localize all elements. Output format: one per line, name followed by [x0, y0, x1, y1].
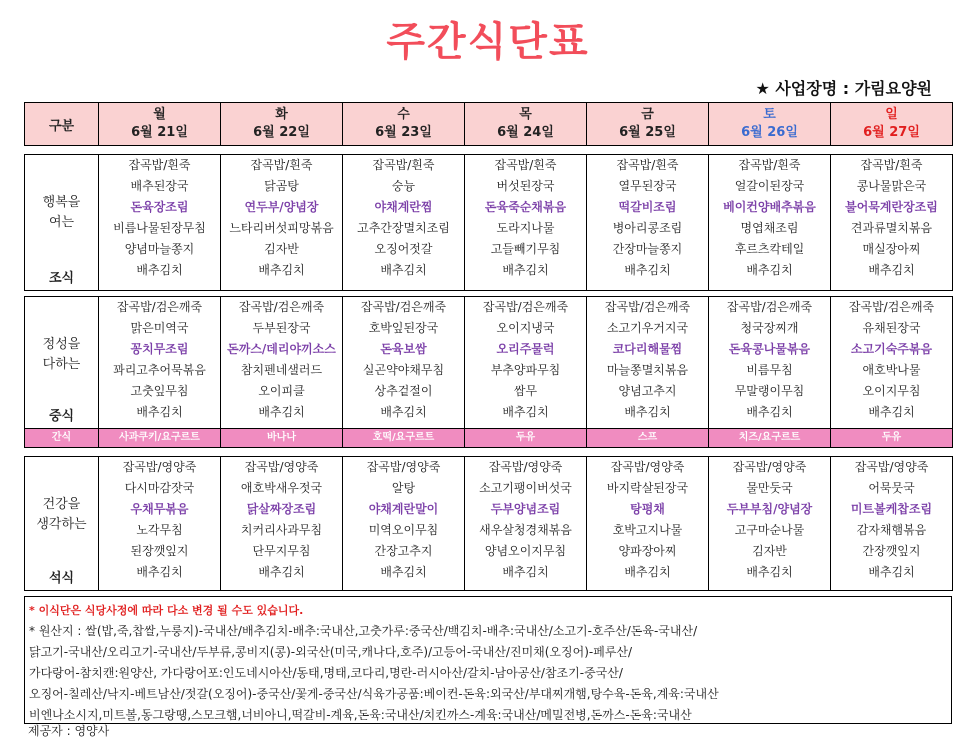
lunch-day-cell [831, 297, 953, 429]
snack-cell: 호떡/요구르트 [343, 429, 465, 448]
day-date: 6월 25일 [619, 125, 676, 140]
lunch-menu-item: 비름무침 [746, 363, 793, 377]
breakfast-menu-item: 김자반 [264, 242, 299, 256]
breakfast-day-cell [709, 155, 831, 291]
dinner-menu-item: 양파장아찌 [618, 544, 677, 558]
lunch-menu-item: 두부된장국 [252, 321, 311, 335]
day-name: 월 [153, 107, 166, 122]
lunch-day-cell [343, 297, 465, 429]
breakfast-menu-item: 명엽채조림 [740, 221, 799, 235]
day-header [587, 103, 709, 146]
dinner-menu-item: 어묵뭇국 [868, 481, 915, 495]
breakfast-menu-item: 오징어젓갈 [374, 242, 433, 256]
breakfast-day-cell [831, 155, 953, 291]
breakfast-menu-item: 잡곡밥/흰죽 [494, 158, 557, 172]
day-header [221, 103, 343, 146]
dinner-day-cell [831, 457, 953, 591]
meal-label-line: 생각하는 [36, 517, 87, 532]
day-date: 6월 22일 [253, 125, 310, 140]
dinner-menu-item: 양념오이지무침 [484, 544, 567, 558]
dinner-menu-item: 바지락살된장국 [606, 481, 689, 495]
breakfast-menu-item: 견과류멸치볶음 [850, 221, 933, 235]
dinner-menu-item: 소고기팽이버섯국 [479, 481, 572, 495]
breakfast-menu-item: 매실장아찌 [862, 242, 921, 256]
dinner-menu-item: 배추김치 [502, 565, 549, 579]
day-name: 수 [397, 107, 410, 122]
dinner-day-cell [709, 457, 831, 591]
breakfast-menu-item: 잡곡밥/흰죽 [250, 158, 313, 172]
dinner-menu-item: 고구마순나물 [734, 523, 805, 537]
breakfast-menu-item: 잡곡밥/흰죽 [860, 158, 923, 172]
breakfast-menu-item: 배추김치 [746, 263, 793, 277]
day-name: 일 [885, 107, 898, 122]
footer-provider: 제공자 : 영양사 [28, 724, 110, 738]
meal-label-line: 여는 [48, 215, 75, 230]
meal-label-line: 행복을 [42, 195, 81, 210]
breakfast-menu-item: 잡곡밥/흰죽 [128, 158, 191, 172]
breakfast-menu-item: 배추김치 [624, 263, 671, 277]
breakfast-menu-item: 연두부/양념장 [244, 200, 319, 214]
snack-cell: 두유 [831, 429, 953, 448]
lunch-menu-item: 애호박나물 [862, 363, 921, 377]
snack-cell: 스프 [587, 429, 709, 448]
breakfast-menu-item: 도라지나물 [496, 221, 555, 235]
dinner-table [24, 456, 953, 591]
lunch-menu-item: 마늘쫑멸치볶음 [606, 363, 689, 377]
lunch-table [24, 296, 953, 448]
breakfast-menu-item: 배추김치 [136, 263, 183, 277]
dinner-menu-item: 간장고추지 [374, 544, 433, 558]
lunch-menu-item: 상추겉절이 [374, 384, 433, 398]
meal-label-line: 정성을 [42, 337, 81, 352]
breakfast-label-top [25, 193, 98, 233]
dinner-label-top [25, 495, 98, 535]
dinner-menu-item: 치커리사과무침 [240, 523, 323, 537]
snack-cell: 치즈/요구르트 [709, 429, 831, 448]
breakfast-menu-item: 잡곡밥/흰죽 [616, 158, 679, 172]
dinner-day-cell [99, 457, 221, 591]
dinner-menu-item: 노각무침 [136, 523, 183, 537]
notes-box [24, 596, 952, 724]
lunch-menu-item: 잡곡밥/검은깨죽 [848, 300, 935, 314]
day-date: 6월 23일 [375, 125, 432, 140]
lunch-menu-item: 배추김치 [136, 405, 183, 419]
lunch-label-bottom: 중식 [48, 409, 75, 424]
dinner-menu-item: 두부양념조림 [490, 502, 561, 516]
lunch-menu-item: 오이지무침 [862, 384, 921, 398]
breakfast-menu-item: 비름나물된장무침 [113, 221, 206, 235]
day-header [343, 103, 465, 146]
breakfast-menu-item: 고들빼기무침 [490, 242, 561, 256]
dinner-menu-item: 알탕 [391, 481, 416, 495]
breakfast-menu-item: 불어묵계란장조림 [845, 200, 938, 214]
day-header [831, 103, 953, 146]
day-name: 금 [641, 107, 654, 122]
dinner-menu-item: 탕평채 [630, 502, 665, 516]
breakfast-menu-item: 버섯된장국 [496, 179, 555, 193]
day-date: 6월 27일 [863, 125, 920, 140]
dinner-label-bottom: 석식 [48, 571, 75, 586]
day-date: 6월 24일 [497, 125, 554, 140]
lunch-menu-item: 잡곡밥/검은깨죽 [360, 300, 447, 314]
dinner-menu-item: 미트볼케찹조림 [850, 502, 933, 516]
dinner-menu-item: 단무지무침 [252, 544, 311, 558]
lunch-menu-item: 참치펜네샐러드 [240, 363, 323, 377]
lunch-menu-item: 배추김치 [746, 405, 793, 419]
dinner-menu-item: 잡곡밥/영양죽 [854, 460, 929, 474]
dinner-day-cell [343, 457, 465, 591]
lunch-menu-item: 돈까스/데리야끼소스 [227, 342, 336, 356]
lunch-menu-item: 무말랭이무침 [734, 384, 805, 398]
lunch-menu-item: 돈육콩나물볶음 [728, 342, 811, 356]
breakfast-menu-item: 떡갈비조림 [618, 200, 677, 214]
breakfast-menu-item: 배추된장국 [130, 179, 189, 193]
lunch-menu-item: 오이피클 [258, 384, 305, 398]
lunch-menu-item: 유채된장국 [862, 321, 921, 335]
breakfast-menu-item: 배추김치 [380, 263, 427, 277]
breakfast-menu-item: 배추김치 [868, 263, 915, 277]
dinner-menu-item: 배추김치 [624, 565, 671, 579]
dinner-menu-item: 닭살짜장조림 [246, 502, 317, 516]
dinner-menu-item: 배추김치 [746, 565, 793, 579]
dinner-menu-item: 애호박새우젓국 [240, 481, 323, 495]
day-name: 화 [275, 107, 288, 122]
company-name: ★ 사업장명 : 가림요양원 [755, 79, 932, 98]
breakfast-label-bottom: 조식 [48, 271, 75, 286]
lunch-day-cell [587, 297, 709, 429]
lunch-label [25, 297, 99, 429]
lunch-menu-item: 고춧잎무침 [130, 384, 189, 398]
lunch-menu-item: 소고기숙주볶음 [850, 342, 933, 356]
category-header: 구분 [25, 103, 99, 146]
dinner-menu-item: 두부부침/양념장 [726, 502, 813, 516]
lunch-menu-item: 맑은미역국 [130, 321, 189, 335]
meal-label-line: 다하는 [42, 357, 81, 372]
day-name: 토 [763, 107, 776, 122]
lunch-menu-item: 소고기우거지국 [606, 321, 689, 335]
breakfast-menu-item: 닭곰탕 [264, 179, 299, 193]
dinner-menu-item: 호박고지나물 [612, 523, 683, 537]
dinner-menu-item: 새우살청경채볶음 [479, 523, 572, 537]
breakfast-day-cell [465, 155, 587, 291]
breakfast-menu-item: 베이컨양배추볶음 [723, 200, 816, 214]
notes-line: * 원산지 : 쌀(밥,죽,찹쌀,누룽지)-국내산/배추김치-배추:국내산,고춧가루:중국산/백김치-배추:국내산/소고기-호주산/돈육-국내산/ [29, 624, 698, 638]
lunch-menu-item: 코다리해물찜 [612, 342, 683, 356]
day-header [465, 103, 587, 146]
breakfast-menu-item: 후르츠칵테일 [734, 242, 805, 256]
dinner-menu-item: 간장깻잎지 [862, 544, 921, 558]
breakfast-menu-item: 고추간장멸치조림 [357, 221, 450, 235]
breakfast-menu-item: 콩나물맑은국 [856, 179, 927, 193]
lunch-menu-item: 호박잎된장국 [368, 321, 439, 335]
lunch-menu-item: 돈육보쌈 [380, 342, 427, 356]
header-table [24, 102, 953, 146]
breakfast-menu-item: 양념마늘쫑지 [124, 242, 195, 256]
lunch-menu-item: 잡곡밥/검은깨죽 [116, 300, 203, 314]
dinner-menu-item: 미역오이무침 [368, 523, 439, 537]
breakfast-table [24, 154, 953, 291]
breakfast-menu-item: 배추김치 [502, 263, 549, 277]
breakfast-menu-item: 야채계란찜 [374, 200, 433, 214]
breakfast-day-cell [343, 155, 465, 291]
breakfast-menu-item: 열무된장국 [618, 179, 677, 193]
lunch-menu-item: 잡곡밥/검은깨죽 [238, 300, 325, 314]
lunch-label-top [25, 335, 98, 375]
dinner-menu-item: 배추김치 [136, 565, 183, 579]
snack-label: 간식 [25, 429, 99, 448]
dinner-label [25, 457, 99, 591]
lunch-menu-item: 잡곡밥/검은깨죽 [726, 300, 813, 314]
breakfast-menu-item: 돈육장조림 [130, 200, 189, 214]
lunch-menu-item: 배추김치 [624, 405, 671, 419]
dinner-menu-item: 우채무볶음 [130, 502, 189, 516]
lunch-menu-item: 잡곡밥/검은깨죽 [604, 300, 691, 314]
breakfast-menu-item: 잡곡밥/흰죽 [372, 158, 435, 172]
lunch-menu-item: 부추양파무침 [490, 363, 561, 377]
breakfast-day-cell [587, 155, 709, 291]
dinner-menu-item: 배추김치 [380, 565, 427, 579]
dinner-menu-item: 잡곡밥/영양죽 [122, 460, 197, 474]
lunch-menu-item: 오리주물럭 [496, 342, 555, 356]
snack-cell: 두유 [465, 429, 587, 448]
lunch-menu-item: 쌈무 [513, 384, 538, 398]
dinner-day-cell [221, 457, 343, 591]
dinner-menu-item: 된장깻잎지 [130, 544, 189, 558]
breakfast-menu-item: 간장마늘쫑지 [612, 242, 683, 256]
dinner-menu-item: 잡곡밥/영양죽 [366, 460, 441, 474]
notes-line: 가다랑어-참치캔:원양산, 가다랑어포:인도네시아산/동태,명태,코다리,명란-러시아산/갈치-남아공산/참조기-중국산/ [29, 666, 623, 680]
dinner-menu-item: 물만둣국 [746, 481, 793, 495]
dinner-menu-item: 야채계란말이 [368, 502, 439, 516]
lunch-day-cell [465, 297, 587, 429]
notes-line: 오징어-칠레산/낙지-베트남산/젓갈(오징어)-중국산/꽃게-중국산/식육가공품:베이컨-돈육:외국산/부대찌개햄,탕수육-돈육,계육:국내산 [29, 687, 719, 701]
lunch-day-cell [221, 297, 343, 429]
day-date: 6월 21일 [131, 125, 188, 140]
lunch-menu-item: 배추김치 [258, 405, 305, 419]
dinner-menu-item: 배추김치 [868, 565, 915, 579]
snack-cell: 바나나 [221, 429, 343, 448]
dinner-menu-item: 잡곡밥/영양죽 [488, 460, 563, 474]
dinner-day-cell [587, 457, 709, 591]
lunch-menu-item: 실곤약야채무침 [362, 363, 445, 377]
day-name: 목 [519, 107, 532, 122]
lunch-day-cell [99, 297, 221, 429]
page-title: 주간식단표 [386, 19, 590, 65]
notes-line: 닭고기-국내산/오리고기-국내산/두부류,콩비지(콩)-외국산(미국,캐나다,호주)/고등어-국내산/진미채(오징어)-페루산/ [29, 645, 633, 659]
lunch-menu-item: 청국장찌개 [740, 321, 799, 335]
notes-line: 비엔나소시지,미트볼,동그랑땡,스모크햄,너비아니,떡갈비-계육,돈육:국내산/치킨까스-계육:국내산/메밀전병,돈까스-돈육:국내산 [29, 708, 692, 722]
dinner-menu-item: 다시마감잣국 [124, 481, 195, 495]
lunch-menu-item: 배추김치 [380, 405, 427, 419]
breakfast-menu-item: 숭늉 [391, 179, 416, 193]
lunch-menu-item: 잡곡밥/검은깨죽 [482, 300, 569, 314]
breakfast-day-cell [99, 155, 221, 291]
lunch-menu-item: 꽈리고추어묵볶음 [113, 363, 206, 377]
breakfast-day-cell [221, 155, 343, 291]
lunch-menu-item: 배추김치 [502, 405, 549, 419]
dinner-menu-item: 김자반 [752, 544, 787, 558]
breakfast-menu-item: 병아리콩조림 [612, 221, 683, 235]
dinner-menu-item: 감자채햄볶음 [856, 523, 927, 537]
breakfast-menu-item: 잡곡밥/흰죽 [738, 158, 801, 172]
day-header [99, 103, 221, 146]
dinner-menu-item: 잡곡밥/영양죽 [244, 460, 319, 474]
dinner-menu-item: 배추김치 [258, 565, 305, 579]
dinner-menu-item: 잡곡밥/영양죽 [610, 460, 685, 474]
day-header [709, 103, 831, 146]
breakfast-menu-item: 돈육죽순채볶음 [484, 200, 567, 214]
day-date: 6월 26일 [741, 125, 798, 140]
lunch-menu-item: 양념고추지 [618, 384, 677, 398]
breakfast-menu-item: 배추김치 [258, 263, 305, 277]
snack-cell: 사과쿠키/요구르트 [99, 429, 221, 448]
breakfast-menu-item: 얼갈이된장국 [734, 179, 805, 193]
lunch-menu-item: 배추김치 [868, 405, 915, 419]
lunch-menu-item: 꽁치무조림 [130, 342, 189, 356]
breakfast-label [25, 155, 99, 291]
dinner-day-cell [465, 457, 587, 591]
lunch-menu-item: 오이지냉국 [496, 321, 555, 335]
notes-warning: * 이식단은 식당사정에 따라 다소 변경 될 수도 있습니다. [29, 604, 304, 617]
lunch-day-cell [709, 297, 831, 429]
dinner-menu-item: 잡곡밥/영양죽 [732, 460, 807, 474]
breakfast-menu-item: 느타리버섯피망볶음 [229, 221, 334, 235]
meal-label-line: 건강을 [42, 497, 81, 512]
